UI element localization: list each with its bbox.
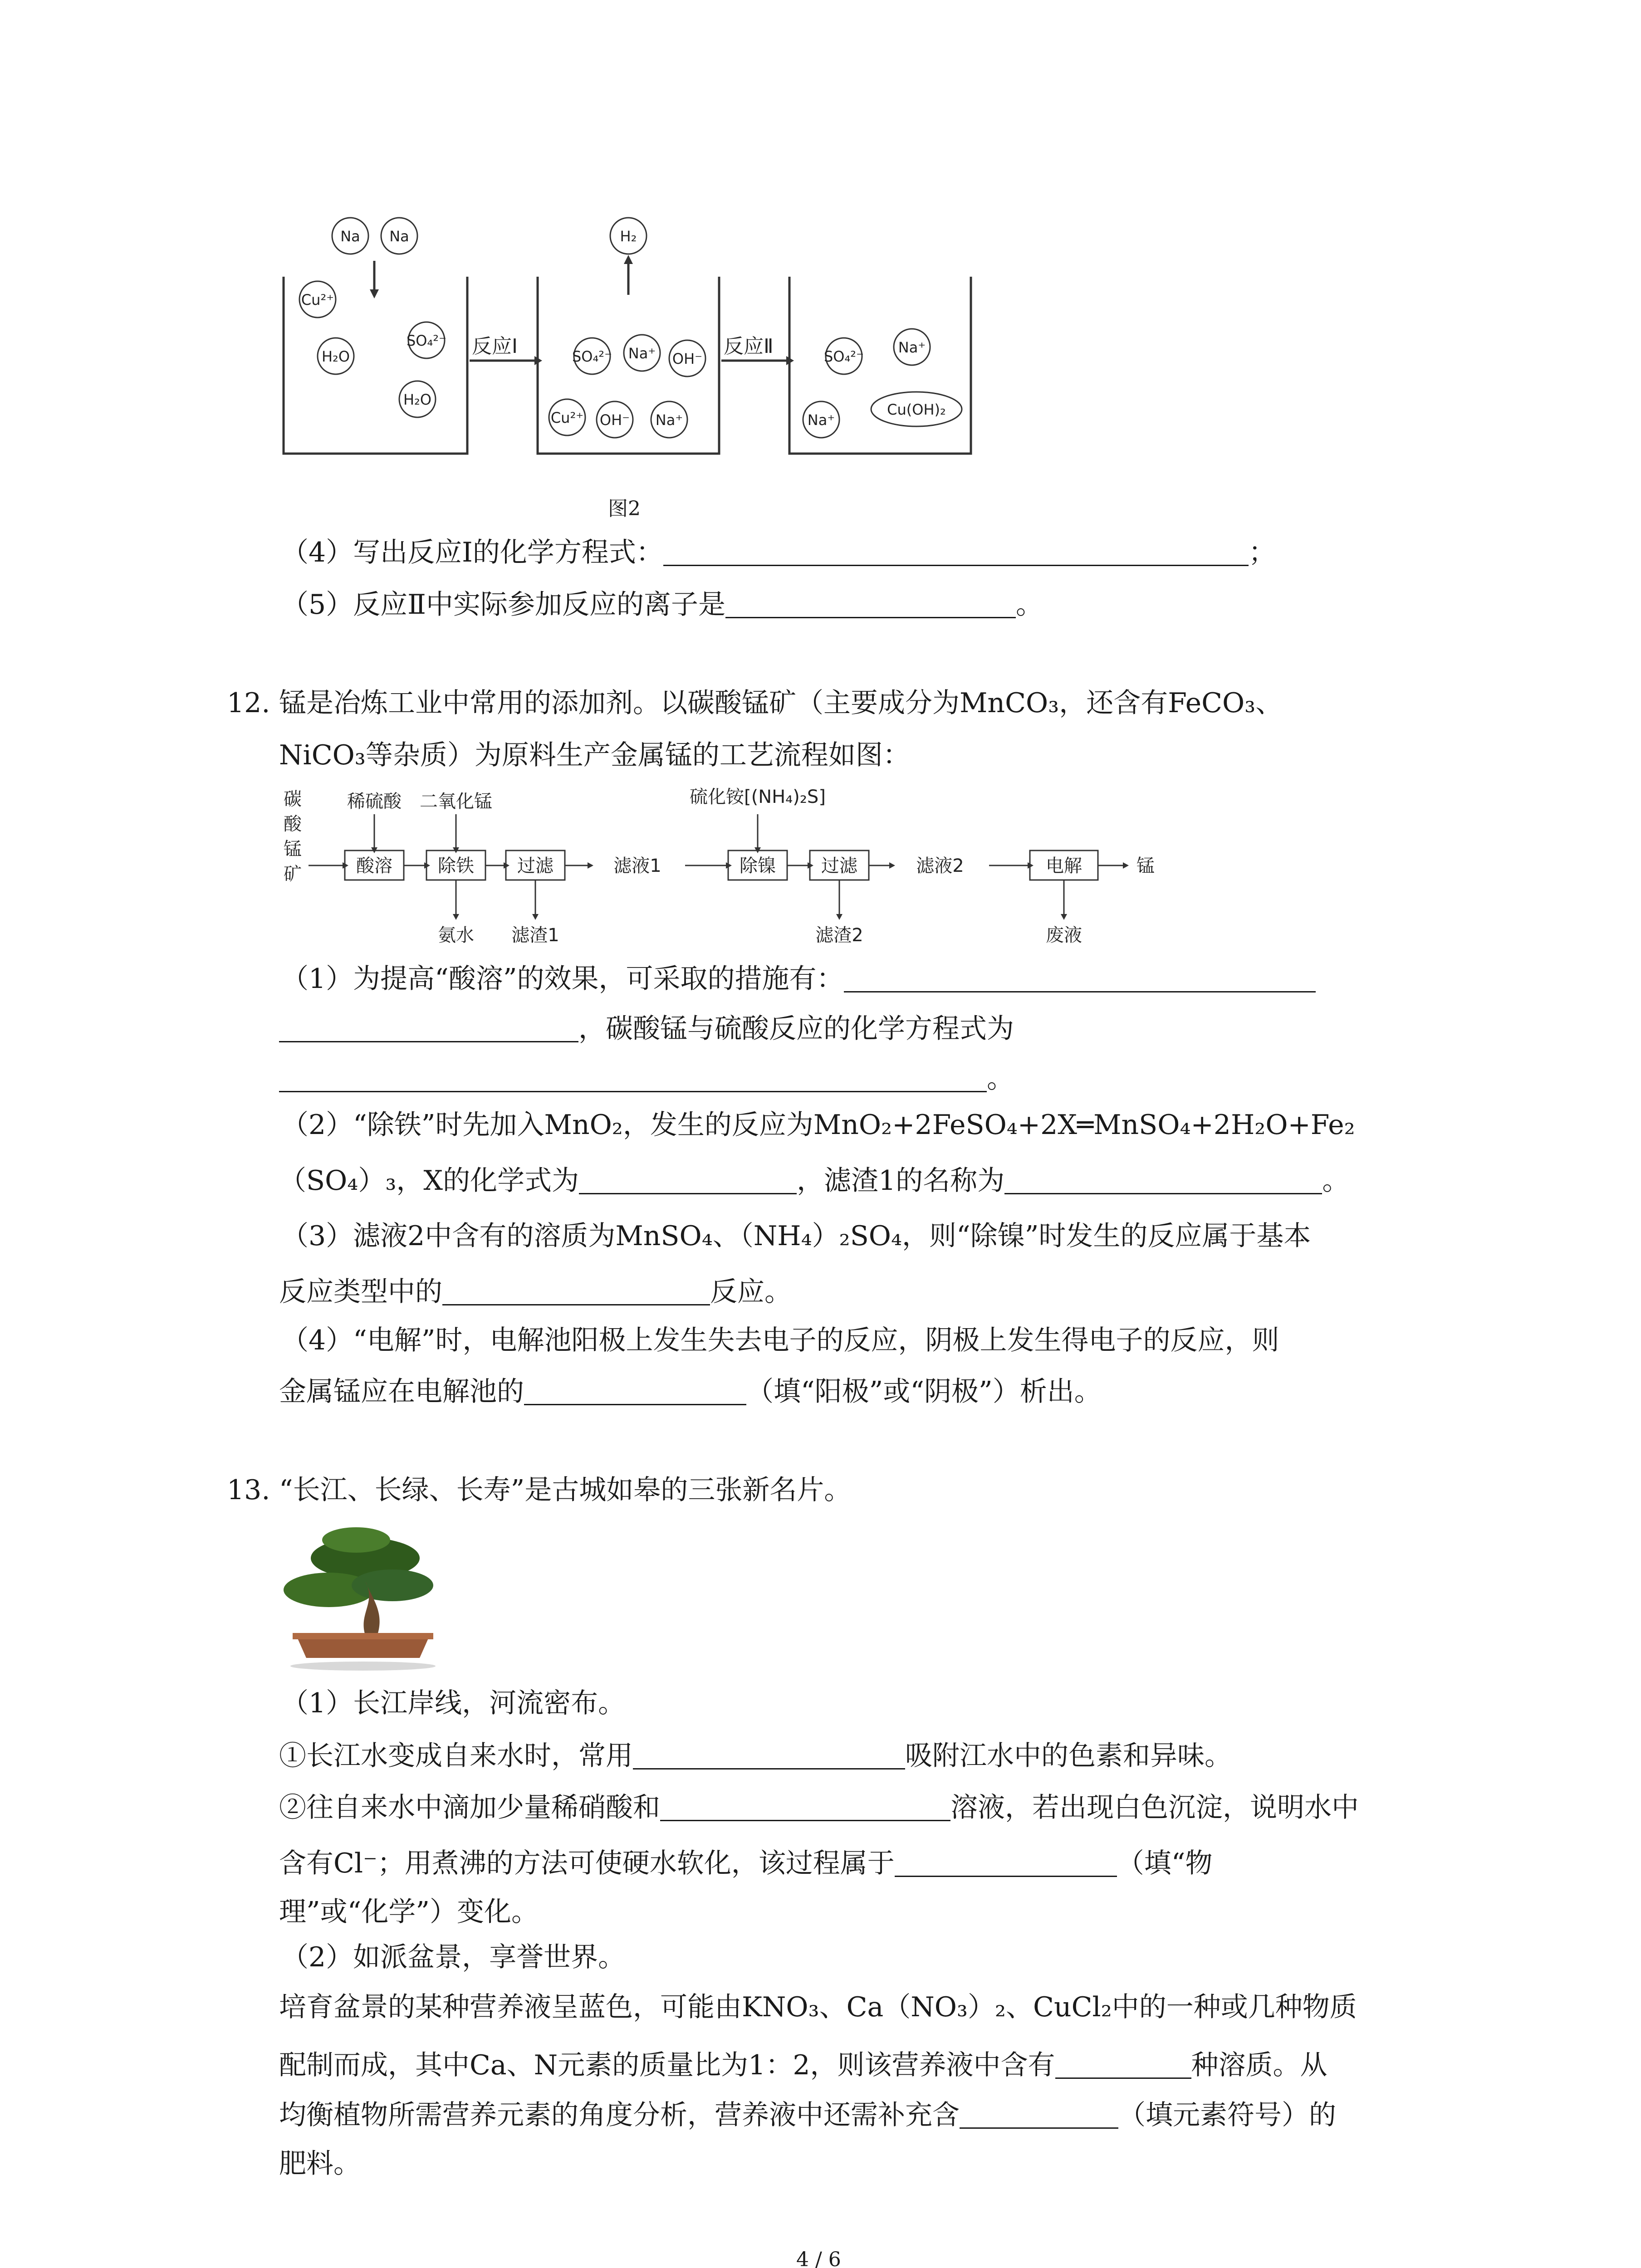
- ion-so4: SO₄²⁻: [572, 348, 612, 365]
- q12-part4-line2: 金属锰应在电解池的 （填“阳极”或“阴极”）析出。: [279, 1376, 1102, 1408]
- flow-box-electrolysis: 电解: [1046, 855, 1082, 876]
- q13-number: 13.: [227, 1474, 270, 1506]
- ion-na: Na⁺: [628, 345, 656, 362]
- q13-part2-line2: 配制而成，其中Ca、N元素的质量比为1：2，则该营养液中含有 种溶质。从: [279, 2049, 1327, 2081]
- flow-box-remove-nickel: 除镍: [740, 855, 776, 876]
- answer-blank[interactable]: [1055, 2050, 1191, 2079]
- answer-blank[interactable]: [895, 1848, 1117, 1877]
- flow-input-sulfuric-acid: 稀硫酸: [347, 791, 402, 812]
- figure-2-beakers: [272, 209, 980, 463]
- q13-sub2-line3: 理”或“化学”）变化。: [279, 1896, 539, 1928]
- answer-blank[interactable]: [1004, 1166, 1322, 1194]
- q12-part3-line1: （3）滤液2中含有的溶质为MnSO₄、（NH₄）₂SO₄，则“除镍”时发生的反应属于基本: [281, 1220, 1311, 1252]
- molecule-h2o: H₂O: [403, 391, 432, 408]
- q13-part2-line1: 培育盆景的某种营养液呈蓝色，可能由KNO₃、Ca（NO₃）₂、CuCl₂中的一种或几种物质: [279, 1991, 1357, 2023]
- flow-box-remove-iron: 除铁: [438, 855, 474, 876]
- q12-part4-line1: （4）“电解”时，电解池阳极上发生失去电子的反应，阴极上发生得电子的反应，则: [281, 1325, 1279, 1356]
- flow-input-ammonium-sulfide: 硫化铵[(NH₄)₂S]: [690, 787, 826, 807]
- flow-input-mno2: 二氧化锰: [420, 791, 492, 812]
- q12-part1-line3: 。: [279, 1064, 1014, 1092]
- flow-box-acid-dissolve: 酸溶: [356, 855, 392, 876]
- answer-blank[interactable]: [579, 1166, 797, 1194]
- flow-product: 锰: [1136, 855, 1155, 876]
- answer-blank[interactable]: [633, 1741, 905, 1769]
- q11-part5: （5）反应Ⅱ中实际参加反应的离子是 。: [281, 589, 1043, 621]
- molecule-h2o: H₂O: [321, 348, 350, 365]
- q12-part1-line1: （1）为提高“酸溶”的效果，可采取的措施有：: [281, 964, 1316, 992]
- q13-sub2-line1: ②往自来水中滴加少量稀硝酸和 溶液，若出现白色沉淀，说明水中: [279, 1792, 1359, 1823]
- ion-na: Na: [340, 228, 360, 245]
- q12-part3-line2: 反应类型中的 反应。: [279, 1276, 792, 1308]
- q13-part2-line3: 均衡植物所需营养元素的角度分析，营养液中还需补充含 （填元素符号）的: [279, 2099, 1336, 2131]
- q13-stem: “长江、长绿、长寿”是古城如皋的三张新名片。: [279, 1474, 852, 1506]
- answer-blank[interactable]: [844, 964, 1316, 992]
- ion-so4: SO₄²⁻: [823, 348, 864, 365]
- ion-cu: Cu²⁺: [550, 409, 584, 426]
- ion-na: Na: [389, 228, 409, 245]
- ion-na: Na⁺: [898, 339, 926, 356]
- reaction-2-label: 反应Ⅱ: [724, 335, 774, 358]
- q13-sub2-line2: 含有Cl⁻；用煮沸的方法可使硬水软化，该过程属于 （填“物: [279, 1848, 1213, 1879]
- ion-cu: Cu²⁺: [301, 291, 334, 308]
- answer-blank[interactable]: [279, 1014, 578, 1042]
- bonsai-photo: [279, 1522, 447, 1676]
- flow-raw-char: 锰: [284, 839, 302, 860]
- q12-stem-line1: 锰是冶炼工业中常用的添加剂。以碳酸锰矿（主要成分为MnCO₃，还含有FeCO₃、: [279, 687, 1283, 719]
- flow-raw-char: 酸: [284, 814, 302, 835]
- flow-raw-char: 矿: [284, 864, 302, 885]
- flow-box-filter: 过滤: [821, 855, 857, 876]
- process-flow-diagram: [277, 785, 1184, 953]
- q13-sub1: ①长江水变成自来水时，常用 吸附江水中的色素和异味。: [279, 1740, 1232, 1772]
- q11-part4: （4）写出反应Ⅰ的化学方程式： ；: [281, 537, 1276, 568]
- flow-output-residue2: 滤渣2: [815, 925, 863, 946]
- q12-number: 12.: [227, 687, 270, 719]
- answer-blank[interactable]: [442, 1277, 710, 1305]
- page-number: 4 / 6: [796, 2248, 841, 2268]
- flow-output-residue1: 滤渣1: [511, 925, 559, 946]
- answer-blank[interactable]: [663, 538, 1249, 566]
- q12-part1-line2: ，碳酸锰与硫酸反应的化学方程式为: [279, 1014, 1014, 1042]
- q13-part1: （1）长江岸线，河流密布。: [281, 1687, 626, 1719]
- q13-part2: （2）如派盆景，享誉世界。: [281, 1941, 626, 1973]
- flow-box-filter: 过滤: [517, 855, 554, 876]
- answer-blank[interactable]: [524, 1377, 746, 1405]
- flow-filtrate1: 滤液1: [613, 855, 661, 876]
- q12-part2-line2: （SO₄）₃，X的化学式为 ，滤渣1的名称为 。: [279, 1165, 1350, 1197]
- ion-so4: SO₄²⁻: [406, 332, 447, 349]
- ion-na: Na⁺: [807, 411, 835, 429]
- answer-blank[interactable]: [725, 590, 1016, 618]
- answer-blank[interactable]: [279, 1064, 987, 1092]
- flow-output-ammonia: 氨水: [438, 925, 474, 946]
- q12-stem-line2: NiCO₃等杂质）为原料生产金属锰的工艺流程如图：: [279, 739, 910, 771]
- ion-oh: OH⁻: [599, 411, 630, 429]
- q13-part2-line4: 肥料。: [279, 2148, 361, 2180]
- q12-part2-line1: （2）“除铁”时先加入MnO₂，发生的反应为MnO₂+2FeSO₄+2X═MnSO₄+2H₂O+Fe₂: [281, 1109, 1355, 1141]
- flow-output-waste: 废液: [1046, 925, 1082, 946]
- flow-filtrate2: 滤液2: [916, 855, 964, 876]
- precipitate-cuoh2: Cu(OH)₂: [887, 401, 946, 418]
- ion-oh: OH⁻: [672, 350, 703, 367]
- flow-raw-char: 碳: [284, 789, 302, 810]
- reaction-1-label: 反应Ⅰ: [472, 335, 518, 358]
- molecule-h2: H₂: [620, 228, 637, 245]
- figure-caption: 图2: [608, 497, 641, 520]
- ion-na: Na⁺: [655, 411, 683, 429]
- answer-blank[interactable]: [660, 1793, 950, 1821]
- answer-blank[interactable]: [960, 2100, 1118, 2129]
